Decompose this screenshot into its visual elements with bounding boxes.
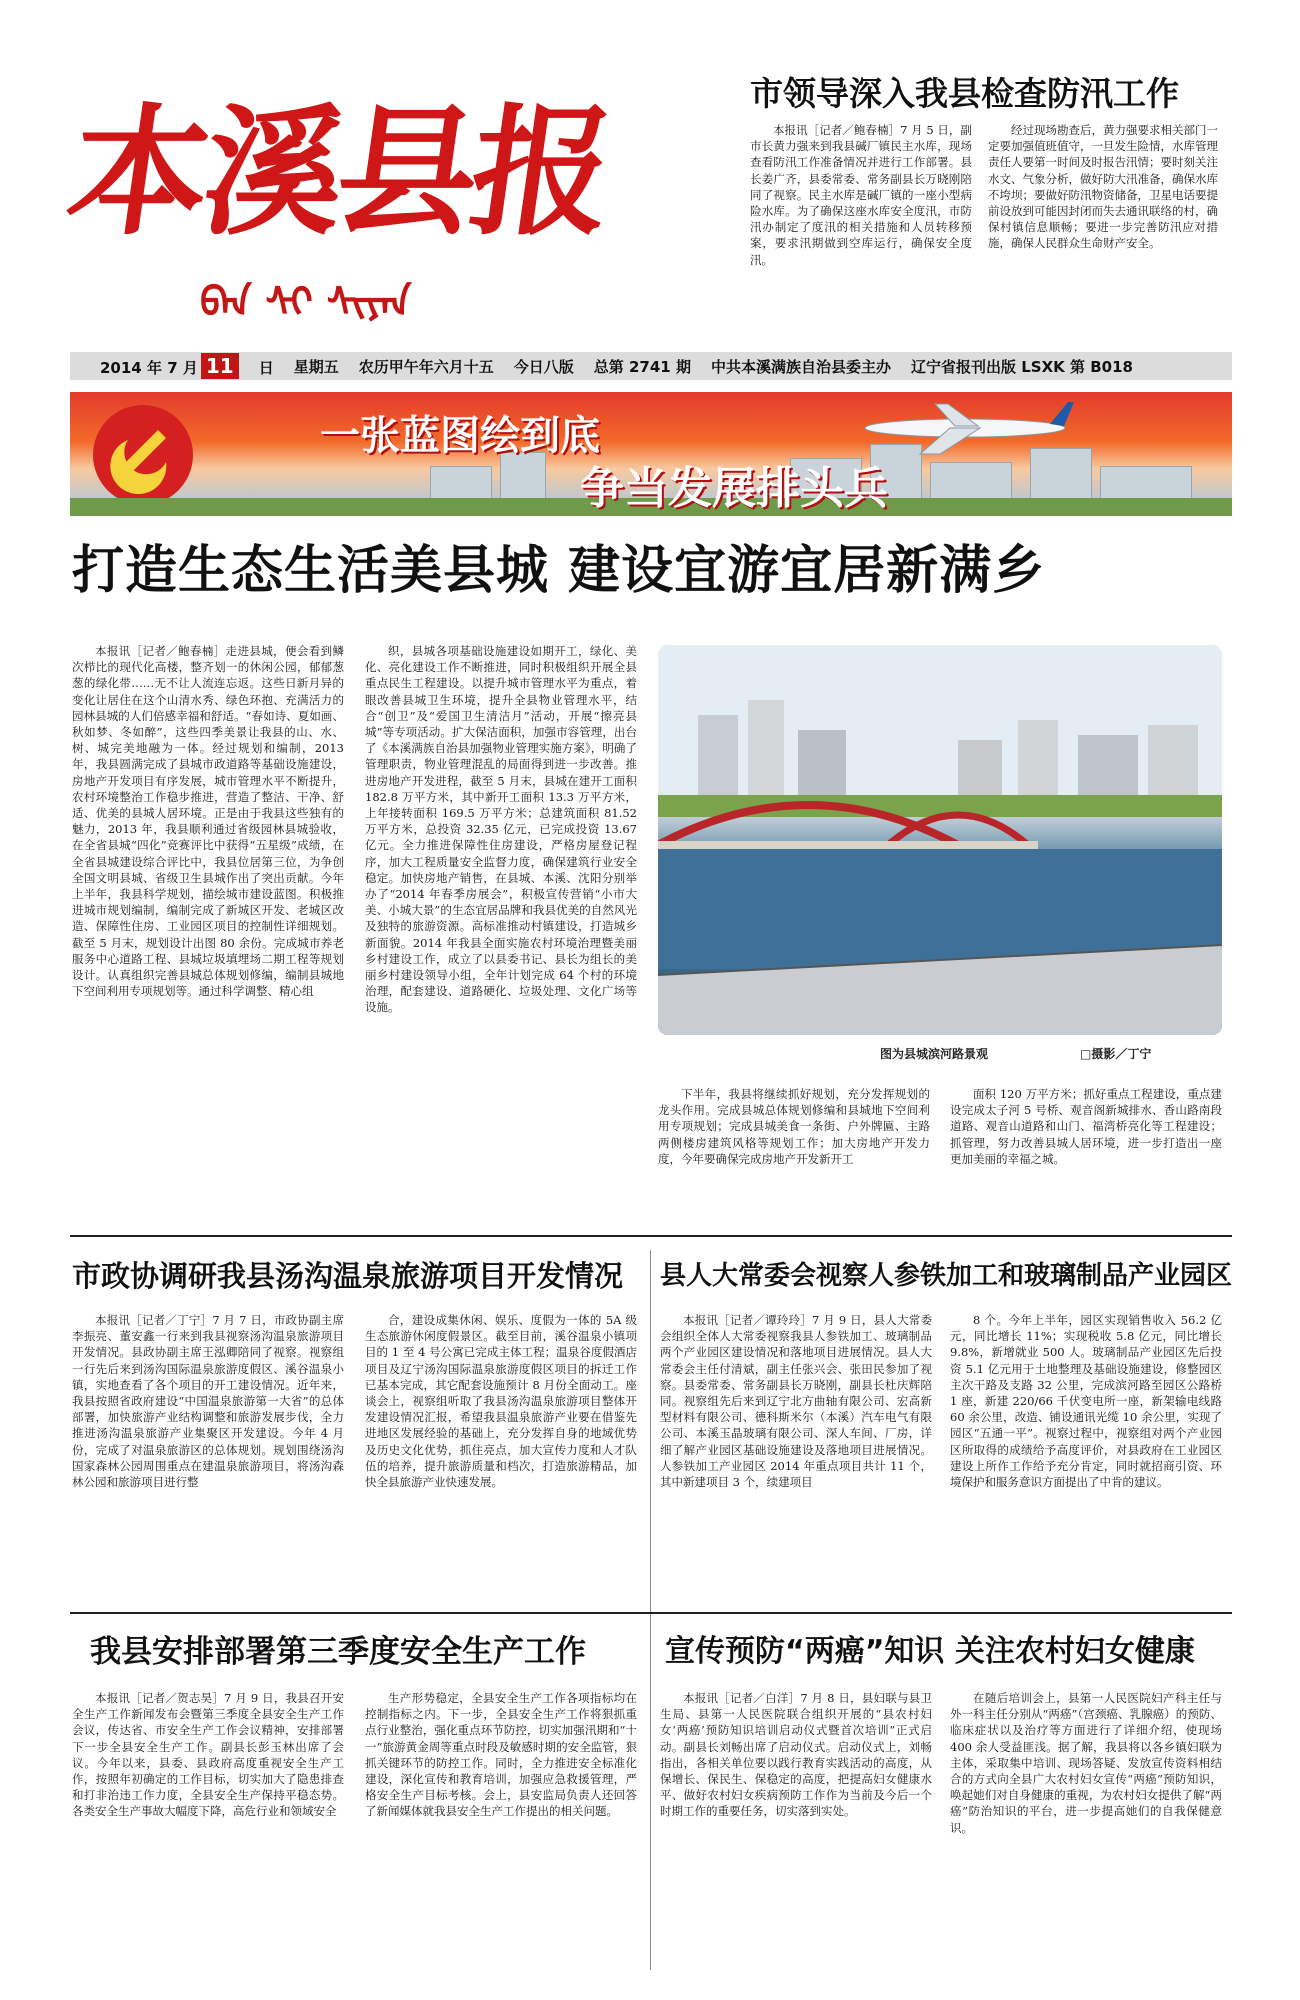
issue-number: 总第 2741 期 — [593, 357, 691, 376]
spring-story-col1: 本报讯［记者／丁宁］7 月 7 日，市政协副主席李振亮、董安鑫一行来到我县视察汤沟温泉旅游项目开发情况。县政协副主席王泓卿陪同了视察。视察组一行先后来到汤沟国际温泉旅游度假区、溪谷温泉小镇，实地查看了各个项目的开工建设情况。近年来，我县按照省政府建设“中国温泉旅游第一大省”的总体部署，加快旅游产业结构调整和旅游发展步伐，全力推进汤沟温泉旅游产业集聚区开发建设。今年 4 月份，完成了对温泉旅游区的总体规划。规划围绕汤沟国家森林公园周围重点在建温泉旅游项目，将汤沟森林公园和旅游项目进行整 — [72, 1313, 344, 1490]
ginseng-story-col2: 8 个。今年上半年，园区实现销售收入 56.2 亿元，同比增长 11%；实现税收 5.8 亿元，同比增长 9.8%，新增就业 500 人。玻璃制品产业园区先后投资 5.1 亿元用于土地整理及基础设施建设，修整园区主次干路及支路 32 公里，完成滨河路至园区公路桥 1 座，新建 220/66 千伏变电所一座，新架输电线路 60 余公里，改造、铺设通讯光缆 10 余公里，实现了园区“五通一平”。视察过程中，视察组对两个产业园区所取得的成绩给予高度评价，对县政府在工业园区建设上所作工作给予充分肯定，同时就招商引资、环境保护和服务意识方面提出了中肯的建议。 — [950, 1313, 1222, 1490]
banner — [70, 392, 1232, 516]
riverside-photo — [658, 645, 1222, 1035]
weekday: 星期五 — [293, 357, 339, 376]
safety-story-col2: 生产形势稳定，全县安全生产工作各项指标均在控制指标之内。下一步，全县安全生产工作将狠抓重点行业整治，强化重点环节防控，切实加强汛期和“十一”旅游黄金周等重点时段及敏感时期的安全监管，狠抓关键环节的防控工作。同时，全力推进安全标准化建设，深化宣传和教育培训，加强应急救援管理，严格安全生产目标考核。会上，县安监局负责人还回答了新闻媒体就我县安全生产工作提出的相关问题。 — [365, 1691, 637, 1819]
date-day-box: 11 — [201, 353, 239, 379]
lead-story-col1: 本报讯［记者／鲍春楠］走进县城，便会看到鳞次栉比的现代化高楼，整齐划一的休闲公园，郁郁葱葱的绿化带……无不让人流连忘返。这些日新月异的变化让居住在这个山清水秀、绿色环抱、充满活力的园林县城的人们倍感幸福和舒适。“春如诗、夏如画、秋如梦、冬如醉”，这些四季美景让我县的山、水、树、城完美地融为一体。经过规划和编制，2013 年，我县圆满完成了县城市政道路等基础设施建设，房地产开发项目有序发展，城市管理水平不断提升，农村环境整治工作稳步推进，营造了整洁、干净、舒适、优美的县城人居环境。正是由于我县这些独有的魅力，2013 年，我县顺利通过省级园林县城验收，在全省县城“四化”竞赛评比中获得“五星级”成绩，在全省县城建设综合评比中，我县位居第三位，为争创全国文明县城、省级卫生县城作出了突出贡献。今年上半年，我县科学规划，描绘城市建设蓝图。积极推进城市规划编制，编制完成了新城区开发、老城区改造、保障性住房、工业园区项目的控制性详细规划。截至 5 月末，规划设计出图 80 余份。完成城市养老服务中心道路工程、县城垃圾填埋场二期工程等规划设计。认真组织完善县城总体规划修编，编制县城地下空间利用专项规划等。通过科学调整、精心组 — [72, 644, 344, 999]
top-story-col2: 经过现场勘查后，黄力强要求相关部门一定要加强值班值守，一旦发生险情，水库管理责任人要第一时间及时报告汛情；要时刻关注水文、气象分析，做好防大汛准备，确保水库不垮坝；要做好防汛物资储备，卫星电话要提前设放到可能因封闭而失去通讯联络的村，确保村镇信息顺畅；要进一步完善防汛应对措施，确保人民群众生命财产安全。 — [988, 123, 1218, 251]
health-story-headline: 宣传预防“两癌”知识 关注农村妇女健康 — [665, 1634, 1195, 1669]
banner-line1: 一张蓝图绘到底 — [320, 413, 600, 459]
masthead-title: 本溪县报 — [58, 91, 618, 255]
date-suffix: 日 — [258, 359, 274, 377]
top-story-headline: 市领导深入我县检查防汛工作 — [750, 74, 1179, 113]
page-count: 今日八版 — [513, 357, 574, 376]
photo-credit: □摄影／丁宁 — [1080, 1047, 1152, 1061]
top-story-col1: 本报讯［记者／鲍春楠］7 月 5 日，副市长黄力强来到我县碱厂镇民主水库，现场查看防汛工作准备情况并进行工作部署。县长姜广齐，县委常委、常务副县长万晓刚陪同了视察。民主水库是碱厂镇的一座小型病险水库。为了确保这座水库安全度汛，市防汛办制定了度汛的相关措施和人员转移预案，要求汛期做到空库运行，确保安全度汛。 — [750, 123, 972, 267]
spring-story-col2: 合，建设成集休闲、娱乐、度假为一体的 5A 级生态旅游休闲度假景区。截至目前，溪谷温泉小镇项目的 1 至 4 号公寓已完成主体工程；温泉谷度假酒店项目及辽宁汤沟国际温泉旅游度假区项目的拆迁工作已基本完成，其它配套设施预计 8 月份全面动工。座谈会上，视察组听取了我县汤沟温泉旅游项目整体开发建设情况汇报，希望我县温泉旅游产业要在借鉴先进地区发展经验的基础上，充分发挥自身的地域优势及历史文化优势，抓住亮点，加大宣传力度和人才队伍的培养，提升旅游质量和档次，打造旅游精品，加快全县旅游产业快速发展。 — [365, 1313, 637, 1490]
column-divider — [650, 1250, 651, 1970]
health-story-col2: 在随后培训会上，县第一人民医院妇产科主任与外一科主任分别从“两癌”（宫颈癌、乳腺癌）的预防、临床症状以及治疗等方面进行了详细介绍，使现场 400 余人受益匪浅。据了解，我县将以各乡镇妇联为主体，采取集中培训、现场答疑、发放宣传资料相结合的方式向全县广大农村妇女宣传“两癌”预防知识，唤起她们对自身健康的重视，为农村妇女提供了解“两癌”防治知识的平台，进一步提高她们的自我保健意识。 — [950, 1691, 1222, 1835]
lead-story-headline: 打造生态生活美县城 建设宜游宜居新满乡 — [72, 541, 1046, 601]
lead-story-col3: 下半年，我县将继续抓好规划，充分发挥规划的龙头作用。完成县城总体规划修编和县城地下空间利用专项规划；完成县城美食一条街、户外牌匾、主路两侧楼房建筑风格等规划工作；加大房地产开发力度，今年要确保完成房地产开发新开工 — [658, 1087, 930, 1166]
safety-story-col1: 本报讯［记者／贺志昊］7 月 9 日，我县召开安全生产工作新闻发布会暨第三季度全县安全生产工作会议，传达省、市安全生产工作会议精神，安排部署下一步全县安全生产工作。副县长彭玉林出席了会议。今年以来，县委、县政府高度重视安全生产工作，按照年初确定的工作目标，切实加大了隐患排查和打非治违工作力度，全县安全生产保持平稳态势。各类安全生产事故大幅度下降，高危行业和领域安全 — [72, 1691, 344, 1819]
banner-line2: 争当发展排头兵 — [580, 463, 888, 514]
dateline — [70, 352, 1232, 380]
lead-story-col2: 织，县城各项基础设施建设如期开工，绿化、美化、亮化建设工作不断推进，同时积极组织开展全县重点民生工程建设。以提升城市管理水平为重点，着眼改善县城卫生环境，提升全县物业管理水平，结合“创卫”及“爱国卫生清洁月”活动，开展“擦亮县城”等专项活动。扩大保洁面积，加强市容管理，出台了《本溪满族自治县加强物业管理实施方案》，明确了管理职责，物业管理混乱的局面得到进一步改善。推进房地产开发进程，截至 5 月末，县城在建开工面积 182.8 万平方米，其中新开工面积 13.3 万平方米，上年接转面积 169.5 万平方米；总建筑面积 81.52 万平方米，总投资 32.35 亿元，已完成投资 13.67 亿元。全力推进保障性住房建设，严格房屋登记程序，加大工程质量安全监督力度，确保建筑行业安全稳定。加快房地产销售，在县城、本溪、沈阳分别举办了“2014 年春季房展会”，积极宣传营销“小市大美、小城大景”的生态宜居品牌和我县优美的自然风光及独特的旅游资源。高标准推动村镇建设，打造城乡新面貌。2014 年我县全面实施农村环境治理暨美丽乡村建设工作，成立了以县委书记、县长为组长的美丽乡村建设领导小组，全年计划完成 64 个村的环境治理，配套建设、道路硬化、垃圾处理、文化广场等设施。 — [365, 644, 637, 1015]
photo-caption: 图为县城滨河路景观 — [880, 1047, 989, 1061]
party-emblem-icon — [88, 400, 198, 510]
riverside-photo-scene — [658, 645, 1222, 1035]
masthead — [58, 88, 690, 326]
ginseng-story-headline: 县人大常委会视察人参铁加工和玻璃制品产业园区 — [660, 1261, 1232, 1291]
license: 辽宁省报刊出版 LSXK 第 B018 — [910, 357, 1133, 376]
masthead-mongolian: ᠪᠡᠨ ᠰᠢ ᠰᠢᠶᠠᠨ — [200, 279, 412, 326]
health-story-col1: 本报讯［记者／白洋］7 月 8 日，县妇联与县卫生局、县第一人民医院联合组织开展的“县农村妇女‘两癌’预防知识培训启动仪式暨首次培训”正式启动。副县长刘畅出席了启动仪式。启动仪式上，刘畅指出，各相关单位要以践行教育实践活动的高度，从保增长、保民生、保稳定的高度，把提高妇女健康水平、做好农村妇女疾病预防工作作为当前及今后一个时期工作的重要任务，切实落到实处。 — [660, 1691, 932, 1819]
sponsor: 中共本溪满族自治县委主办 — [710, 357, 891, 376]
ginseng-story-col1: 本报讯［记者／谭玲玲］7 月 9 日，县人大常委会组织全体人大常委视察我县人参铁加工、玻璃制品两个产业园区建设情况和落地项目进展情况。县人大常委会主任付清斌，副主任张兴会、张田民参加了视察。县委常委、常务副县长万晓刚，副县长杜庆辉陪同。视察组先后来到辽宁北方曲轴有限公司、宏高新型材料有限公司、德科斯米尔（本溪）汽车电气有限公司、本溪玉晶玻璃有限公司、深人车间、厂房，详细了解产业园区基础设施建设及落地项目进展情况。人参铁加工产业园区 2014 年重点项目共计 11 个，其中新建项目 3 个，续建项目 — [660, 1313, 932, 1490]
lead-story-col4: 面积 120 万平方米；抓好重点工程建设，重点建设完成太子河 5 号桥、观音阁新城排水、香山路南段道路、观音山道路和山门、福湾桥亮化等工程建设；抓管理，努力改善县城人居环境，进一步打造出一座更加美丽的幸福之城。 — [950, 1087, 1222, 1166]
section-divider — [70, 1235, 1232, 1237]
date-prefix: 2014 年 7 月 — [100, 359, 198, 377]
lunar-date: 农历甲午年六月十五 — [358, 357, 494, 376]
spring-story-headline: 市政协调研我县汤沟温泉旅游项目开发情况 — [72, 1259, 624, 1293]
section-divider — [70, 1612, 1232, 1614]
airplane-icon — [850, 398, 1080, 458]
safety-story-headline: 我县安排部署第三季度安全生产工作 — [90, 1634, 586, 1670]
